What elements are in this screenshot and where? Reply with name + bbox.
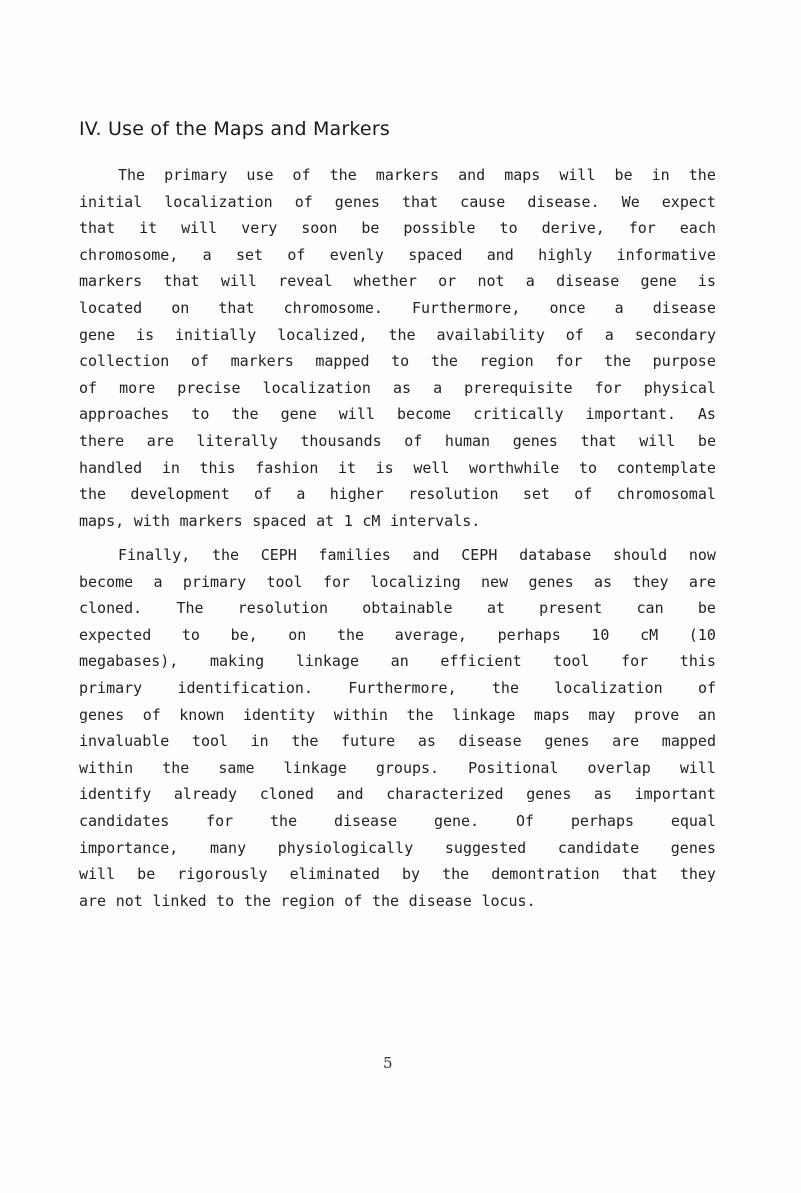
word: that [163, 272, 200, 291]
text-line [79, 455, 716, 482]
word: of [254, 485, 273, 504]
word: CEPH [461, 546, 498, 564]
word: for [555, 352, 583, 371]
word: 1 [343, 511, 353, 530]
word: resolution [237, 599, 329, 618]
word: the [388, 325, 416, 344]
word: a [296, 485, 306, 504]
word: of [344, 891, 363, 910]
word: families [318, 546, 391, 564]
word: suggested [444, 838, 527, 857]
word: database [519, 546, 592, 564]
word: linkage [295, 652, 360, 671]
word: within [79, 758, 134, 777]
word: contemplate [616, 458, 716, 477]
word: secondary [634, 325, 716, 344]
word: a [614, 298, 624, 317]
word: will [679, 758, 716, 777]
word: collection [79, 352, 170, 371]
word: be [137, 865, 156, 884]
word: already [173, 785, 238, 804]
word: cM [362, 511, 381, 530]
word: We [621, 192, 640, 211]
word: for [621, 652, 649, 671]
paragraph [79, 162, 716, 534]
word: disease [556, 272, 620, 291]
text-line [79, 481, 716, 508]
word: disease [333, 811, 398, 830]
word: are [688, 572, 716, 591]
text-line [79, 162, 716, 189]
text-line [79, 861, 716, 888]
word: the [79, 485, 107, 504]
word: cloned [259, 785, 314, 804]
word: tool [553, 652, 590, 671]
word: purpose [652, 352, 716, 371]
text-line [79, 215, 716, 242]
text-line [79, 322, 716, 349]
word: each [679, 219, 716, 238]
text-line [79, 888, 716, 915]
word: gene [280, 405, 317, 424]
word: invaluable [79, 732, 170, 751]
word: is [375, 458, 394, 477]
word: once [549, 298, 586, 317]
word: are [146, 431, 174, 450]
text-line [79, 808, 716, 835]
text-line [79, 728, 716, 755]
word: to [578, 458, 597, 477]
word: gene [79, 325, 116, 344]
word: genes [670, 838, 716, 857]
word: should [613, 546, 668, 564]
word: the [162, 758, 190, 777]
word: tool [266, 572, 303, 591]
word: they [679, 865, 716, 884]
word: for [594, 378, 622, 397]
word: that [218, 298, 255, 317]
word: development [130, 485, 230, 504]
word: linkage [452, 705, 516, 724]
word: The [176, 599, 204, 618]
word: perhaps [497, 625, 561, 644]
paragraph [79, 542, 716, 914]
word: the [371, 891, 400, 910]
word: worthwhile [469, 458, 560, 477]
word: disease [652, 298, 716, 317]
word: is [697, 272, 716, 291]
word: reveal [278, 272, 333, 291]
word: eliminated [289, 865, 380, 884]
word: will [559, 166, 596, 184]
word: chromosomal [616, 485, 716, 504]
word: with [133, 511, 170, 530]
word: locus. [481, 891, 536, 910]
word: The [118, 166, 146, 184]
word: will [338, 405, 375, 424]
word: are [612, 732, 640, 751]
word: identity [242, 705, 316, 724]
word: present [539, 599, 603, 618]
word: use [246, 166, 274, 184]
word: As [697, 405, 716, 424]
word: mapped [315, 352, 370, 371]
text-line [79, 835, 716, 862]
word: for [322, 572, 351, 591]
word: important. [585, 405, 676, 424]
word: in [651, 166, 670, 184]
word: handled [79, 458, 143, 477]
word: in [161, 458, 180, 477]
word: not [477, 272, 505, 291]
word: importance, [79, 838, 179, 857]
word: markers [230, 352, 294, 371]
word: overlap [587, 758, 651, 777]
word: are [79, 891, 107, 910]
text-line [79, 781, 716, 808]
word: chromosome. [283, 298, 383, 317]
word: the [329, 166, 357, 184]
word: there [79, 431, 125, 450]
text-line [79, 508, 716, 535]
word: gene. [433, 811, 480, 830]
word: a [604, 325, 614, 344]
word: the [231, 405, 259, 424]
text-line [79, 268, 716, 295]
word: fashion [255, 458, 319, 477]
word: higher [329, 485, 384, 504]
word: primary [164, 166, 228, 184]
word: availability [436, 325, 545, 344]
word: the [603, 352, 632, 371]
word: can [636, 599, 664, 618]
word: identification. [177, 678, 313, 697]
word: the [270, 811, 298, 830]
word: precise [177, 378, 241, 397]
word: genes [526, 785, 572, 804]
word: perhaps [570, 811, 635, 830]
word: be [361, 219, 380, 238]
word: the [291, 732, 319, 751]
word: on [288, 625, 307, 644]
word: they [632, 572, 669, 591]
word: that [580, 431, 617, 450]
word: and [458, 166, 486, 184]
word: and [486, 245, 514, 264]
word: genes [512, 431, 558, 450]
text-line [79, 348, 716, 375]
word: as [392, 378, 412, 397]
word: this [679, 652, 716, 671]
word: not [115, 891, 143, 910]
word: within [333, 705, 388, 724]
word: on [171, 298, 190, 317]
word: Furthermore, [412, 298, 521, 317]
word: as [417, 732, 436, 751]
text-line [79, 428, 716, 455]
word: of [142, 705, 161, 724]
word: prove [634, 705, 680, 724]
word: to [499, 219, 518, 238]
word: making [209, 652, 265, 671]
word: set [235, 245, 264, 264]
word: chromosome, [79, 245, 179, 264]
word: future [341, 732, 396, 751]
word: disease [408, 891, 472, 910]
word: approaches [79, 405, 170, 424]
text-line [79, 189, 716, 216]
text-line [79, 569, 716, 596]
word: human [444, 431, 491, 450]
word: thousands [300, 431, 382, 450]
word: of [294, 192, 313, 211]
word: localization [262, 378, 371, 397]
word: cM [640, 625, 659, 644]
text-line [79, 675, 716, 702]
word: or [438, 272, 457, 291]
word: megabases), [79, 652, 179, 671]
word: of [292, 166, 311, 184]
word: primary [182, 572, 247, 591]
text-line [79, 755, 716, 782]
word: many [210, 838, 247, 857]
word: is [136, 325, 155, 344]
word: markers [375, 166, 440, 184]
word: it [139, 219, 158, 238]
word: an [697, 705, 716, 724]
word: expect [661, 192, 716, 211]
word: cloned. [79, 599, 143, 618]
word: be [614, 166, 633, 184]
word: localization [554, 678, 663, 697]
word: spaced [408, 245, 463, 264]
word: candidate [557, 838, 640, 857]
word: physical [643, 378, 716, 397]
word: linkage [283, 758, 347, 777]
word: this [199, 458, 236, 477]
word: a [202, 245, 212, 264]
word: resolution [408, 485, 499, 504]
text-line [79, 401, 716, 428]
word: whether [353, 272, 417, 291]
word: demontration [491, 865, 600, 884]
word: now [688, 546, 716, 564]
word: linked [152, 891, 207, 910]
page-number: 5 [383, 1054, 393, 1072]
word: that [402, 192, 439, 211]
word: that [621, 865, 658, 884]
word: of [697, 678, 716, 697]
word: average, [394, 625, 467, 644]
word: set [522, 485, 550, 504]
word: more [119, 378, 156, 397]
word: a [525, 272, 535, 291]
word: the [688, 166, 716, 184]
word: mapped [661, 732, 716, 751]
word: gene [640, 272, 677, 291]
word: the [491, 678, 519, 697]
text-line [79, 375, 716, 402]
word: maps [533, 705, 570, 724]
word: obtainable [362, 599, 453, 618]
word: of [190, 352, 209, 371]
word: initially [175, 325, 257, 344]
word: genes [334, 192, 380, 211]
word: markers [79, 272, 143, 291]
word: it [338, 458, 357, 477]
word: will [181, 219, 218, 238]
word: cause [460, 192, 506, 211]
word: critically [473, 405, 564, 424]
word: well [413, 458, 450, 477]
word: soon [301, 219, 338, 238]
word: to [191, 405, 210, 424]
word: located [79, 298, 143, 317]
word: tool [191, 732, 229, 751]
word: highly [538, 245, 593, 264]
word: initial [79, 192, 143, 211]
text-line [79, 648, 716, 675]
word: localizing [370, 572, 461, 591]
word: markers [179, 511, 243, 530]
word: the [406, 705, 434, 724]
word: the [442, 865, 470, 884]
word: equal [670, 811, 716, 830]
word: spaced [252, 511, 307, 530]
word: new [481, 572, 509, 591]
word: prerequisite [464, 378, 573, 397]
word: physiologically [277, 838, 414, 857]
word: of [287, 245, 306, 264]
word: disease [458, 732, 522, 751]
word: same [218, 758, 255, 777]
word: to [216, 891, 235, 910]
word: Finally, [118, 546, 191, 564]
word: CEPH [260, 546, 297, 564]
text-line [79, 295, 716, 322]
word: become [79, 572, 134, 591]
word: intervals. [390, 511, 481, 530]
word: for [206, 811, 234, 830]
word: that [79, 219, 116, 238]
word: informative [616, 245, 716, 264]
word: 10 [591, 625, 610, 644]
word: of [79, 378, 98, 397]
word: Positional [468, 758, 559, 777]
word: groups. [375, 758, 440, 777]
word: maps, [79, 511, 125, 530]
word: by [402, 865, 421, 884]
word: may [588, 705, 616, 724]
word: derive, [541, 219, 605, 238]
word: Of [515, 811, 534, 830]
word: localized, [277, 325, 368, 344]
word: disease. [527, 192, 600, 211]
word: a [433, 378, 443, 397]
word: at [486, 599, 505, 618]
word: genes [528, 572, 574, 591]
word: genes [79, 705, 125, 724]
word: a [153, 572, 163, 591]
section-heading: IV. Use of the Maps and Markers [79, 118, 390, 140]
word: and [412, 546, 440, 564]
word: will [639, 431, 676, 450]
word: known [179, 705, 225, 724]
word: in [250, 732, 269, 751]
word: localization [164, 192, 273, 211]
word: evenly [329, 245, 384, 264]
word: expected [79, 625, 152, 644]
text-line [79, 595, 716, 622]
word: of [565, 325, 584, 344]
word: become [396, 405, 452, 424]
word: rigorously [177, 865, 268, 884]
word: region [479, 352, 534, 371]
text-line [79, 242, 716, 269]
word: candidates [79, 811, 170, 830]
word: of [404, 431, 423, 450]
word: Furthermore, [348, 678, 457, 697]
word: the [336, 625, 365, 644]
word: be [697, 431, 716, 450]
text-line [79, 542, 716, 569]
word: as [593, 572, 613, 591]
word: possible [403, 219, 476, 238]
word: be, [230, 625, 258, 644]
word: the [243, 891, 271, 910]
word: region [280, 891, 335, 910]
word: an [390, 652, 409, 671]
word: characterized [386, 785, 504, 804]
word: primary [79, 678, 143, 697]
word: very [241, 219, 278, 238]
word: the [211, 546, 240, 564]
word: to [391, 352, 410, 371]
word: literally [196, 431, 278, 450]
word: at [316, 511, 335, 530]
word: and [336, 785, 364, 804]
word: maps [504, 166, 541, 184]
word: will [79, 865, 116, 884]
word: for [628, 219, 656, 238]
word: as [593, 785, 613, 804]
word: identify [79, 785, 152, 804]
word: will [220, 272, 257, 291]
word: of [574, 485, 593, 504]
word: to [181, 625, 200, 644]
word: be [697, 599, 716, 618]
word: (10 [688, 625, 716, 644]
word: the [430, 352, 458, 371]
text-line [79, 702, 716, 729]
word: genes [544, 732, 590, 751]
text-line [79, 622, 716, 649]
word: efficient [440, 652, 522, 671]
word: important [634, 785, 716, 804]
